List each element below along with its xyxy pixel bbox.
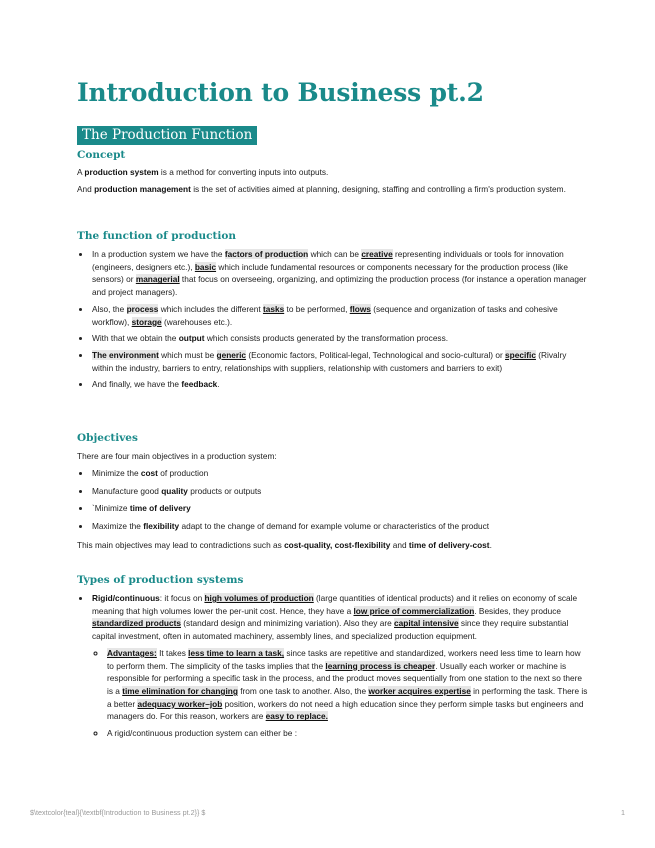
objectives-list <box>77 467 589 537</box>
concept-heading: Concept <box>77 149 126 161</box>
rigid-sublist <box>92 647 589 740</box>
function-bullet-environment: • The environment which must be generic (Economic factors, Political-legal, Technological and socio-cultural) or specific (Rivalry within the industry, barriers to entry, relationships with suppliers, relationship with customers and barriers to exit) <box>91 349 589 374</box>
objective-quality: • Manufacture good quality products or outputs <box>91 485 589 498</box>
rigid-advantages: ◦ Advantages: It takes less time to learn a task, since tasks are repetitive and standardized, workers need less time to learn how to perform them. The simplicity of the tasks implies that the learning process is cheaper. Usually each worker or machine is responsible for performing a specific task in the process, and the product moves sequentially from one station to the next so there is a time elimination for changing from one task to another. Also, the worker acquires expertise in performing the task. There is a better adequacy worker–job position, workers do not need a high education since they perform simple tasks but engineers and managers do. For this reason, workers are easy to replace. <box>106 647 589 723</box>
objective-flexibility: • Maximize the flexibility adapt to the change of demand for example volume or characteristics of the product <box>91 520 589 533</box>
type-rigid-continuous: • Rigid/continuous: it focus on high volumes of production (large quantities of identical products) and it relies on economy of scale meaning that high volumes lower the per-unit cost. Hence, they have a low price of commercialization. Besides, they produce standardized products (standard design and minimizing variation). Also they are capital intensive since they require substantial capital investment, often in automated machinery, assembly lines, and specialized production equipment. ◦ Advantages: It takes less time to learn a task, since tasks are repetitive and standardized, workers need less time to learn how to perform them. The simplicity of the tasks implies that the learning process is cheaper. Usually each worker or machine is responsible for performing a specific task in the process, and the product moves sequentially from one station to the next so there is a time elimination for changing from one task to another. Also, the worker acquires expertise in performing the task. There is a better adequacy worker–job position, workers do not need a high education since they perform simple tasks but engineers and managers do. For this reason, workers are easy to replace. ◦ A rigid/continuous production system can either be : <box>91 592 589 740</box>
objectives-intro: There are four main objectives in a production system: <box>77 451 277 461</box>
page-number: 1 <box>621 808 625 817</box>
objectives-heading: Objectives <box>77 432 138 444</box>
objective-cost: • Minimize the cost of production <box>91 467 589 480</box>
rigid-either: ◦ A rigid/continuous production system can either be : <box>106 727 589 740</box>
function-heading: The function of production <box>77 230 236 242</box>
types-heading: Types of production systems <box>77 574 244 586</box>
concept-paragraph-2: And production management is the set of activities aimed at planning, designing, staffing and controlling a firm's production system. <box>77 184 566 194</box>
objective-delivery: • `Minimize time of delivery <box>91 502 589 515</box>
types-list <box>77 592 589 744</box>
concept-paragraph-1: A production system is a method for converting inputs into outputs. <box>77 167 329 177</box>
function-bullet-process: • Also, the process which includes the different tasks to be performed, flows (sequence and organization of tasks and cohesive workflow), storage (warehouses etc.). <box>91 303 589 328</box>
section-heading: The Production Function <box>77 126 257 145</box>
function-list <box>77 248 589 395</box>
function-bullet-feedback: • And finally, we have the feedback. <box>91 378 589 391</box>
objectives-outro: This main objectives may lead to contradictions such as cost-quality, cost-flexibility and time of delivery-cost. <box>77 540 492 550</box>
function-bullet-output: • With that we obtain the output which consists products generated by the transformation process. <box>91 332 589 345</box>
page-footer: $\textcolor{teal}{\textbf{Introduction to Business pt.2}} $ <box>30 808 206 817</box>
function-bullet-factors: • In a production system we have the factors of production which can be creative representing individuals or tools for innovation (engineers, designers etc.), basic which include fundamental resources or components necessary for the production process (like sensors) or managerial that focus on overseeing, organizing, and optimizing the production process (for instance a operation manager and project managers). <box>91 248 589 299</box>
page-title: Introduction to Business pt.2 <box>77 78 484 107</box>
